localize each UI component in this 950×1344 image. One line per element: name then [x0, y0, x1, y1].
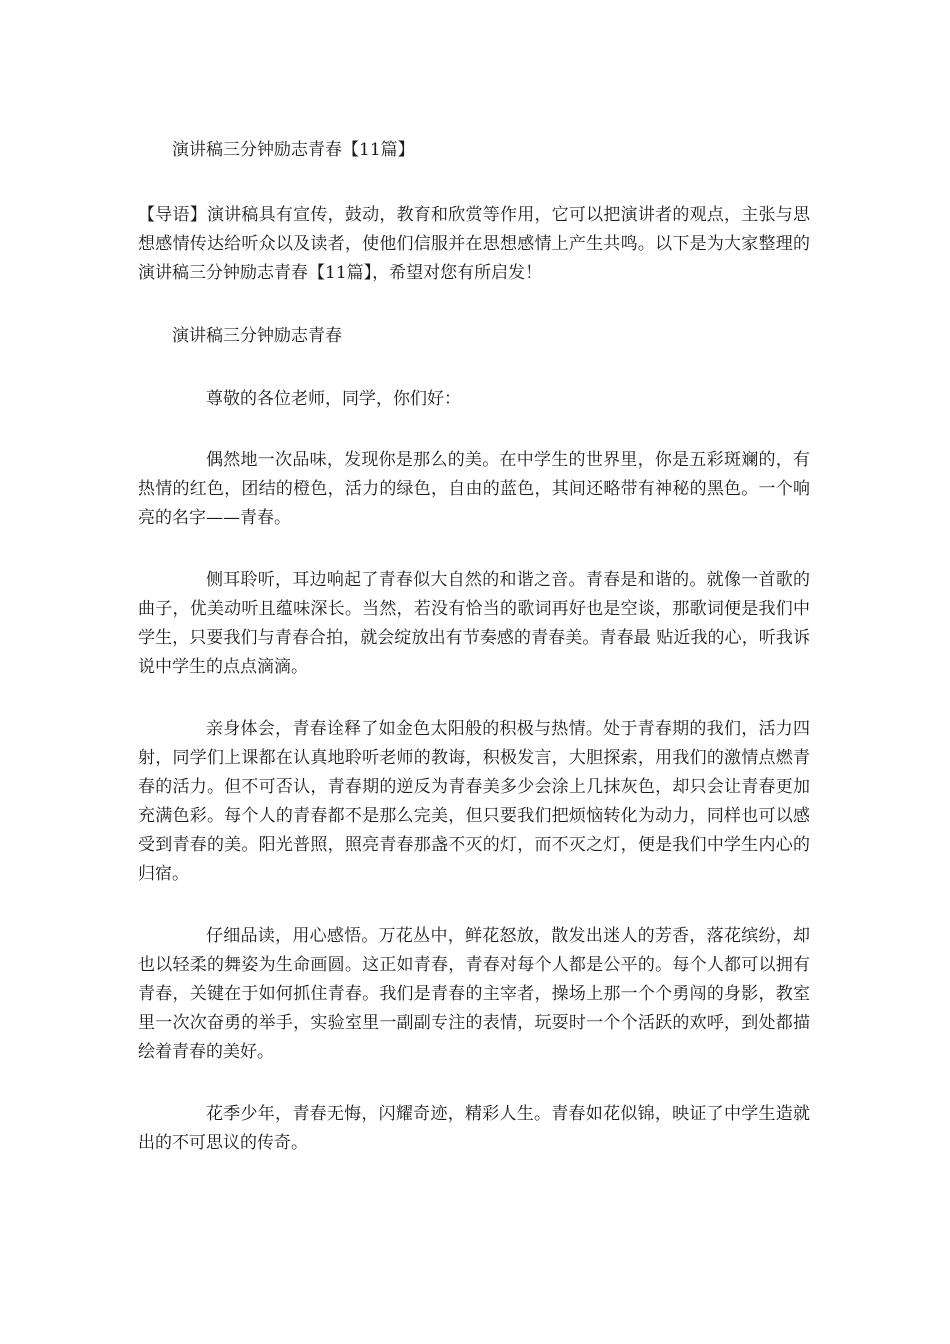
document-title: 演讲稿三分钟励志青春【11篇】	[172, 140, 415, 160]
body-paragraph-5: 花季少年，青春无悔，闪耀奇迹，精彩人生。青春如花似锦，映证了中学生造就出的不可思议的传奇。	[138, 1104, 810, 1153]
intro-paragraph: 【导语】演讲稿具有宣传，鼓动，教育和欣赏等作用，它可以把演讲者的观点，主张与思想感情传达给听众以及读者，使他们信服并在思想感情上产生共鸣。以下是为大家整理的演讲稿三分钟励志青春【11篇】，希望对您有所启发！	[138, 205, 810, 283]
body-paragraph-1: 偶然地一次品味，发现你是那么的美。在中学生的世界里，你是五彩斑斓的，有热情的红色，团结的橙色，活力的绿色，自由的蓝色，其间还略带有神秘的黑色。一个响亮的名字——青春。	[138, 450, 810, 528]
body-paragraph-4: 仔细品读，用心感悟。万花丛中，鲜花怒放，散发出迷人的芳香，落花缤纷，却也以轻柔的舞姿为生命画圆。这正如青春，青春对每个人都是公平的。每个人都可以拥有青春，关键在于如何抓住青春。我们是青春的主宰者，操场上那一个个勇闯的身影，教室里一次次奋勇的举手，实验室里一副副专注的表情，玩耍时一个个活跃的欢呼，到处都描绘着青春的美好。	[138, 926, 810, 1062]
salutation: 尊敬的各位老师，同学，你们好：	[206, 389, 461, 409]
body-paragraph-3: 亲身体会，青春诠释了如金色太阳般的积极与热情。处于青春期的我们，活力四射，同学们上课都在认真地聆听老师的教诲，积极发言，大胆探索，用我们的激情点燃青春的活力。但不可否认，青春期的逆反为青春美多少会涂上几抹灰色，却只会让青春更加充满色彩。每个人的青春都不是那么完美，但只要我们把烦恼转化为动力，同样也可以感受到青春的美。阳光普照，照亮青春那盏不灭的灯，而不灭之灯，便是我们中学生内心的归宿。	[138, 719, 810, 884]
document-body	[138, 136, 810, 1191]
section-title: 演讲稿三分钟励志青春	[172, 326, 342, 346]
body-paragraph-2: 侧耳聆听，耳边响起了青春似大自然的和谐之音。青春是和谐的。就像一首歌的曲子，优美动听且蕴味深长。当然，若没有恰当的歌词再好也是空谈，那歌词便是我们中学生，只要我们与青春合拍，就会绽放出有节奏感的青春美。青春最 贴近我的心，听我诉说中学生的点点滴滴。	[138, 570, 810, 677]
